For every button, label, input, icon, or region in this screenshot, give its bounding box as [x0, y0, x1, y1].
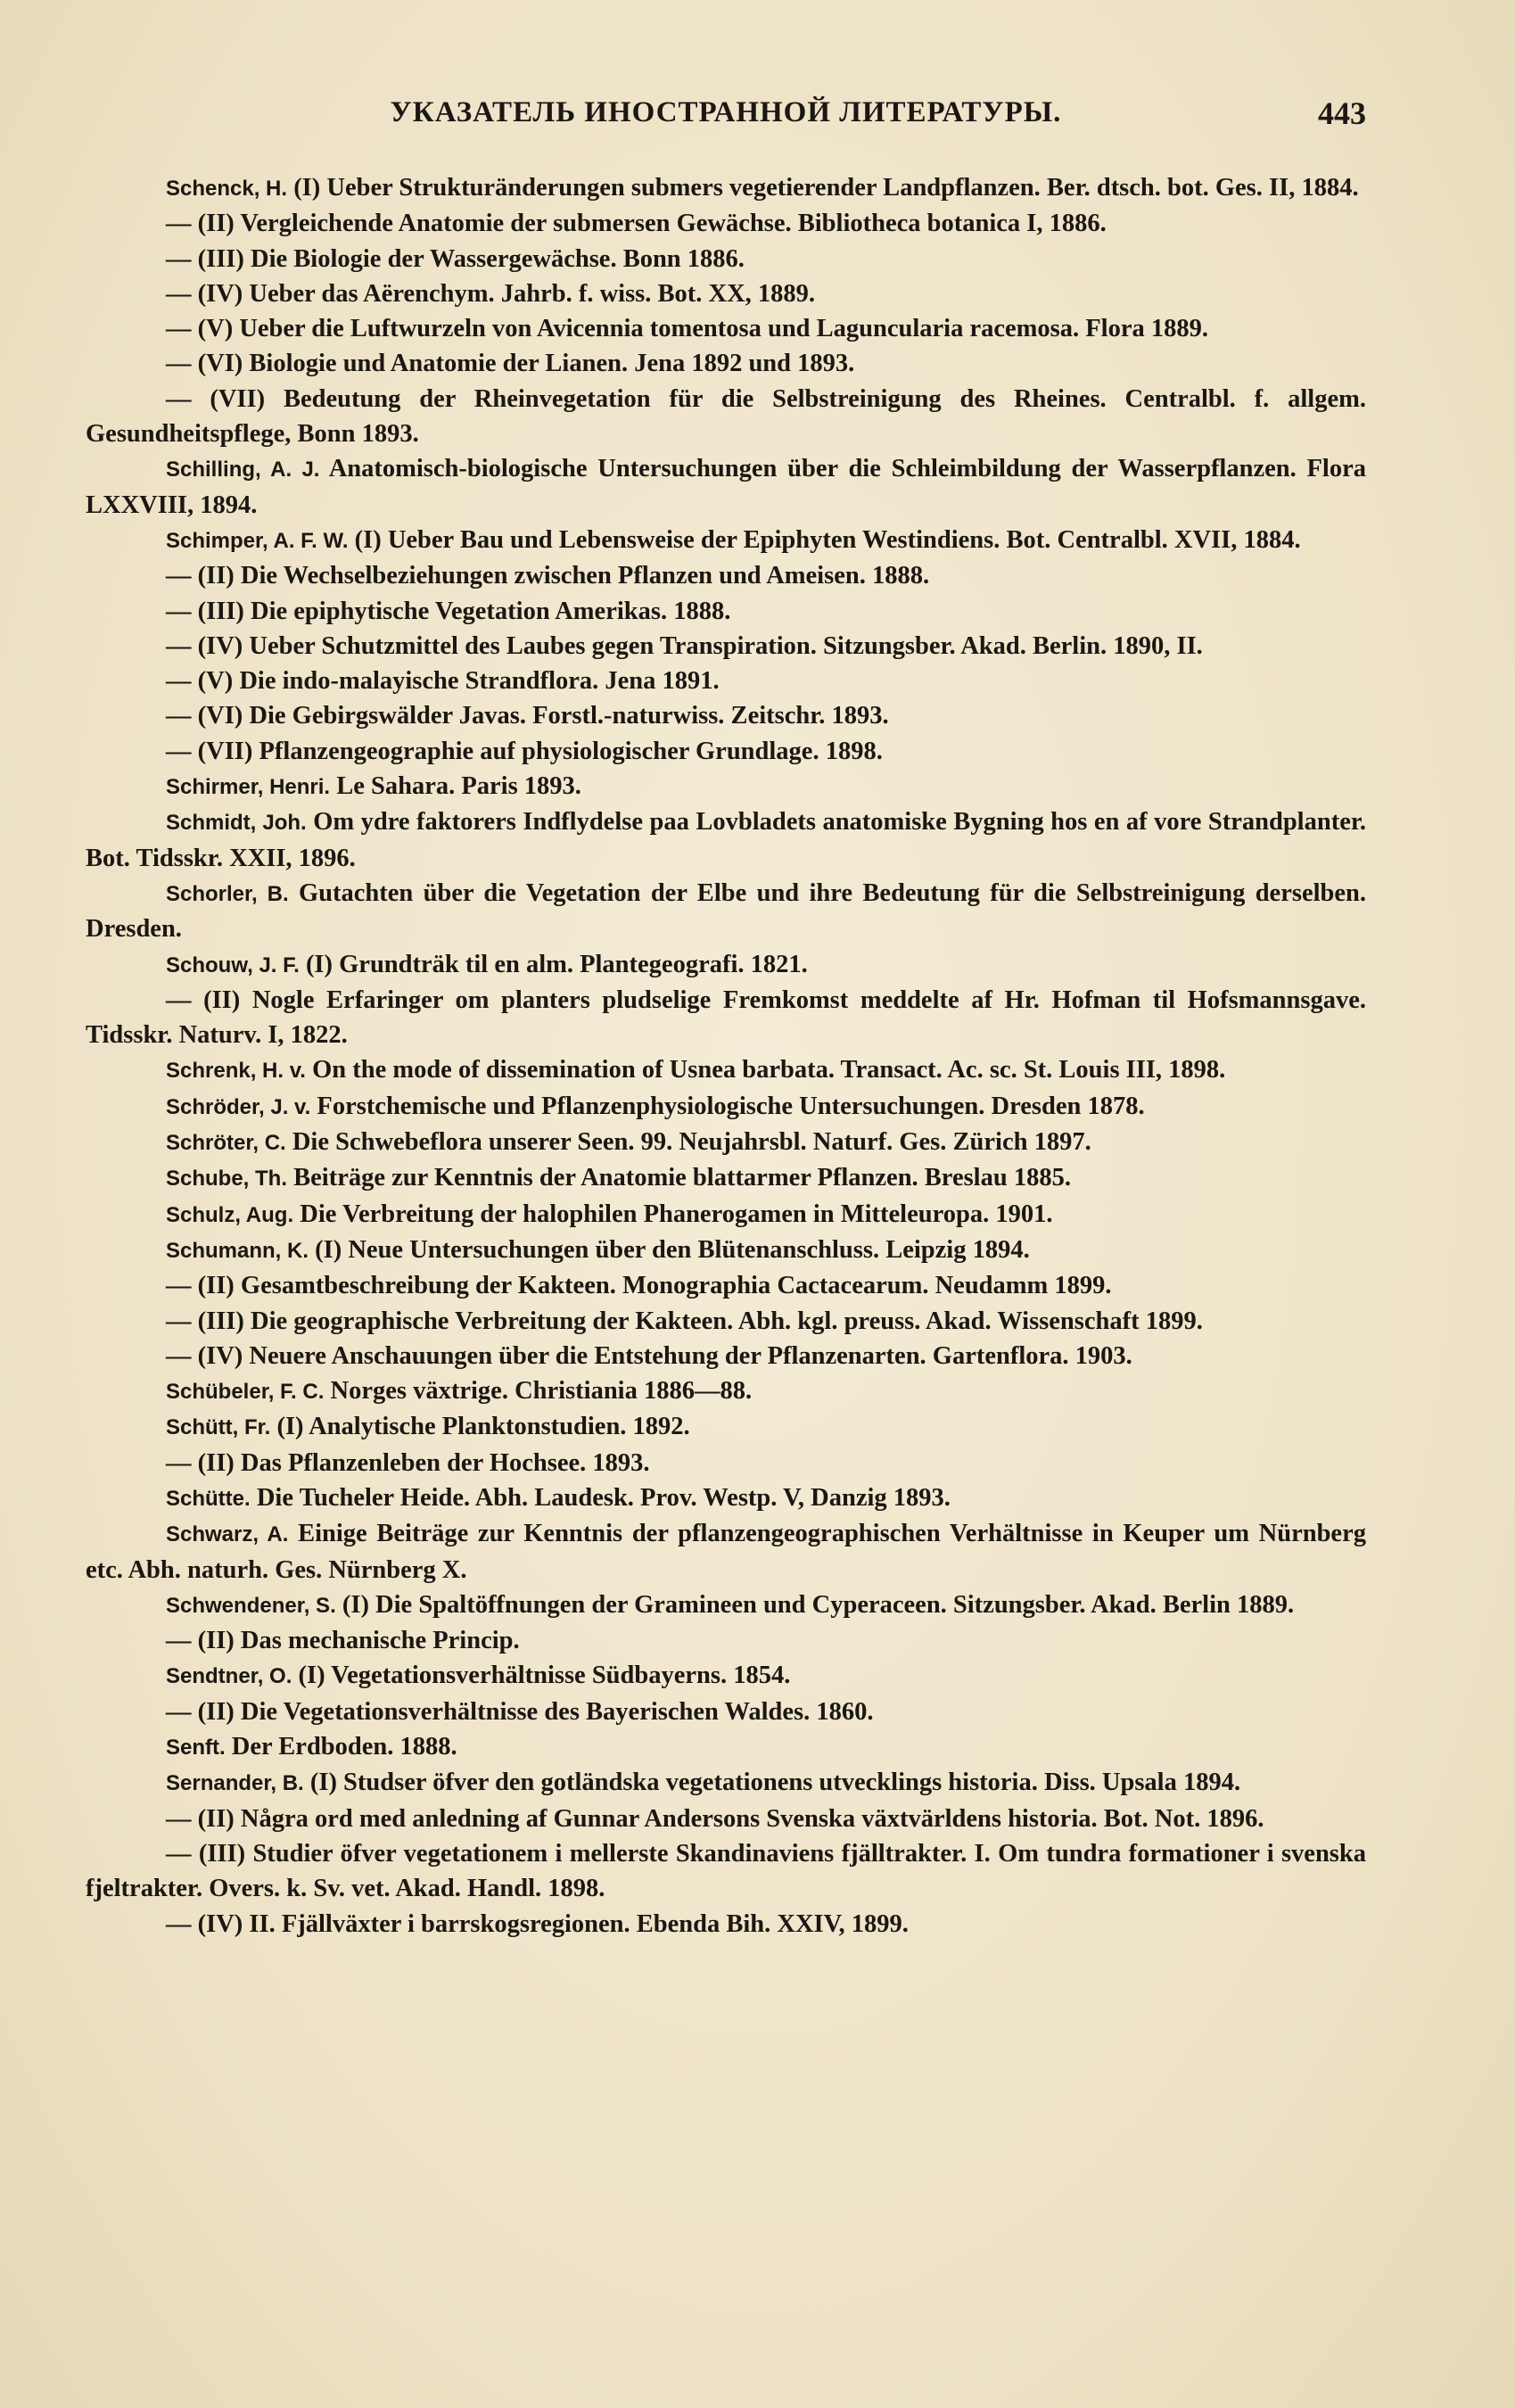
bibliography-entry — [86, 276, 1366, 311]
bibliography-entry — [86, 983, 1366, 1053]
bibliography-entry — [86, 346, 1366, 381]
entry-text: (I) Neue Untersuchungen über den Blütenanschluss. Leipzig 1894. — [309, 1235, 1030, 1264]
bibliography-entry — [86, 1446, 1366, 1480]
entry-author: Schulz, Aug. — [166, 1202, 294, 1227]
entry-text: (I) Ueber Strukturänderungen submers vegetierender Landpflanzen. Ber. dtsch. bot. Ges. II, 1884. — [287, 174, 1359, 202]
entry-text: (I) Grundträk til en alm. Plantegeografi. 1821. — [299, 950, 808, 978]
entry-author: Schwarz, A. — [166, 1522, 289, 1547]
page-number: 443 — [1318, 95, 1366, 131]
entry-text: — (II) Das Pflanzenleben der Hochsee. 1893. — [166, 1448, 650, 1477]
entry-text: Die Tucheler Heide. Abh. Laudesk. Prov. Westp. V, Danzig 1893. — [250, 1483, 951, 1512]
bibliography-entry — [86, 947, 1366, 983]
entry-text: — (II) Die Vegetationsverhältnisse des Bayerischen Waldes. 1860. — [166, 1697, 874, 1726]
entry-author: Schouw, J. F. — [166, 952, 300, 977]
entry-text: — (V) Ueber die Luftwurzeln von Avicennia tomentosa und Laguncularia racemosa. Flora 1889. — [166, 315, 1208, 343]
bibliography-entry — [86, 1125, 1366, 1160]
entry-author: Schröter, C. — [166, 1131, 286, 1156]
bibliography-entry — [86, 1836, 1366, 1907]
entry-text: — (IV) Neuere Anschauungen über die Entstehung der Pflanzenarten. Gartenflora. 1903. — [166, 1341, 1132, 1370]
entry-text: — (VI) Biologie und Anatomie der Lianen. Jena 1892 und 1893. — [166, 350, 855, 378]
bibliography-entry — [86, 1233, 1366, 1268]
entry-text: (I) Analytische Planktonstudien. 1892. — [270, 1413, 690, 1441]
entry-author: Schrenk, H. v. — [166, 1059, 306, 1084]
bibliography-entry — [86, 1802, 1366, 1836]
bibliography-entry — [86, 1907, 1366, 1942]
bibliography-entry — [86, 1587, 1366, 1623]
entry-author: Schube, Th. — [166, 1167, 288, 1192]
running-title: УКАЗАТЕЛЬ ИНОСТРАННОЙ ЛИТЕРАТУРЫ. — [390, 96, 1062, 128]
entry-text: (I) Studser öfver den gotländska vegetationens utvecklings historia. Diss. Upsala 1894. — [303, 1769, 1241, 1797]
entry-text: Anatomisch-biologische Untersuchungen über die Schleimbildung der Wasserpflanzen. Flora LXXVIII, 1894. — [86, 455, 1366, 519]
entry-text: Beiträge zur Kenntnis der Anatomie blattarmer Pflanzen. Breslau 1885. — [287, 1164, 1071, 1192]
entry-text: Norges växtrige. Christiania 1886—88. — [324, 1377, 753, 1406]
bibliography-entry — [86, 664, 1366, 698]
bibliography-entry — [86, 558, 1366, 593]
bibliography-entry — [86, 1516, 1366, 1587]
bibliography-entry — [86, 451, 1366, 523]
bibliography-entry — [86, 1197, 1366, 1233]
entry-text: Gutachten über die Vegetation der Elbe und ihre Bedeutung für die Selbstreinigung derselben. Dresden. — [86, 878, 1366, 944]
entry-text: — (III) Die epiphytische Vegetation Amerikas. 1888. — [166, 597, 731, 625]
entry-text: — (II) Nogle Erfaringer om planters pludselige Fremkomst meddelte af Hr. Hofman til Hofsmannsgave. Tidsskr. Naturv. I, 1822. — [86, 985, 1366, 1050]
entry-author: Schirmer, Henri. — [166, 775, 331, 800]
bibliography-entry — [86, 769, 1366, 804]
entry-text: Die Schwebeflora unserer Seen. 99. Neujahrsbl. Naturf. Ges. Zürich 1897. — [285, 1128, 1091, 1157]
bibliography-entry — [86, 242, 1366, 276]
entry-author: Senft. — [166, 1736, 226, 1761]
entry-author: Schütte. — [166, 1486, 251, 1511]
entry-author: Schmidt, Joh. — [166, 811, 307, 836]
entry-text: (I) Die Spaltöffnungen der Gramineen und Cyperaceen. Sitzungsber. Akad. Berlin 1889. — [335, 1590, 1295, 1619]
entry-text: Le Sahara. Paris 1893. — [330, 772, 581, 801]
bibliography-entry — [86, 1695, 1366, 1729]
bibliography-entry — [86, 1268, 1366, 1303]
bibliography-entry — [86, 206, 1366, 241]
bibliography-entry — [86, 1089, 1366, 1125]
entry-text: — (IV) II. Fjällväxter i barrskogsregionen. Ebenda Bih. XXIV, 1899. — [166, 1909, 909, 1938]
entry-text: — (II) Vergleichende Anatomie der submersen Gewächse. Bibliotheca botanica I, 1886. — [166, 210, 1107, 238]
entry-text: (I) Vegetationsverhältnisse Südbayerns. 1854. — [292, 1662, 791, 1690]
entry-text: — (IV) Ueber Schutzmittel des Laubes gegen Transpiration. Sitzungsber. Akad. Berlin. 1890, II. — [166, 631, 1203, 660]
entry-text: — (V) Die indo-malayische Strandflora. Jena 1891. — [166, 667, 720, 696]
entry-text: — (III) Studier öfver vegetationem i mellerste Skandinaviens fjälltrakter. I. Om tundra formationer i svenska fjeltrakter. Overs. k. Sv. vet. Akad. Handl. 1898. — [86, 1839, 1366, 1903]
bibliography-entry — [86, 382, 1366, 452]
entry-author: Schilling, A. J. — [166, 458, 320, 482]
bibliography-entry — [86, 1765, 1366, 1801]
bibliography-entry — [86, 1304, 1366, 1339]
entry-text: — (II) Die Wechselbeziehungen zwischen Pflanzen und Ameisen. 1888. — [166, 562, 930, 590]
bibliography-entry — [86, 523, 1366, 558]
entry-author: Schenck, H. — [166, 177, 288, 201]
bibliography-entry — [86, 1729, 1366, 1765]
entry-text: — (III) Die geographische Verbreitung der Kakteen. Abh. kgl. preuss. Akad. Wissenschaft 1899. — [166, 1307, 1203, 1335]
bibliography-entry — [86, 1373, 1366, 1409]
entry-author: Schumann, K. — [166, 1238, 309, 1263]
bibliography-entry — [86, 311, 1366, 346]
entry-text: Om ydre faktorers Indflydelse paa Lovbladets anatomiske Bygning hos en af vore Strandplanter. Bot. Tidsskr. XXII, 1896. — [86, 808, 1366, 872]
bibliography-entry — [86, 1052, 1366, 1088]
entry-text: Forstchemische und Pflanzenphysiologische Untersuchungen. Dresden 1878. — [310, 1092, 1145, 1120]
bibliography-entry — [86, 629, 1366, 664]
bibliography-entry — [86, 1409, 1366, 1445]
bibliography-entry — [86, 1480, 1366, 1516]
bibliography-entry — [86, 170, 1366, 206]
entry-text: Einige Beiträge zur Kenntnis der pflanzengeographischen Verhältnisse in Keuper um Nürnberg etc. Abh. naturh. Ges. Nürnberg X. — [86, 1520, 1366, 1584]
entry-author: Schimper, A. F. W. — [166, 528, 349, 553]
entry-text: — (III) Die Biologie der Wassergewächse. Bonn 1886. — [166, 244, 745, 273]
entry-text: — (II) Några ord med anledning af Gunnar Andersons Svenska växtvärldens historia. Bot. Not. 1896. — [166, 1804, 1264, 1833]
entry-author: Schorler, B. — [166, 881, 289, 906]
entry-author: Schröder, J. v. — [166, 1094, 311, 1119]
bibliography-entry — [86, 1623, 1366, 1658]
entry-author: Sendtner, O. — [166, 1664, 292, 1689]
page-header — [86, 89, 1366, 143]
entry-text: (I) Ueber Bau und Lebensweise der Epiphyten Westindiens. Bot. Centralbl. XVII, 1884. — [348, 525, 1301, 554]
entry-text: Die Verbreitung der halophilen Phanerogamen in Mitteleuropa. 1901. — [293, 1200, 1053, 1228]
entry-text: Der Erdboden. 1888. — [225, 1733, 457, 1761]
bibliography-entry — [86, 698, 1366, 733]
entry-text: — (VII) Pflanzengeographie auf physiologischer Grundlage. 1898. — [166, 737, 883, 765]
entry-author: Schübeler, F. C. — [166, 1380, 325, 1405]
bibliography-entry — [86, 1339, 1366, 1373]
entry-text: — (VII) Bedeutung der Rheinvegetation für die Selbstreinigung des Rheines. Centralbl. f. allgem. Gesundheitspflege, Bonn 1893. — [86, 384, 1366, 449]
entry-text: — (II) Das mechanische Princip. — [166, 1627, 520, 1655]
bibliography-entry — [86, 1160, 1366, 1196]
entry-author: Schütt, Fr. — [166, 1415, 271, 1440]
entry-text: On the mode of dissemination of Usnea barbata. Transact. Ac. sc. St. Louis III, 1898. — [305, 1056, 1226, 1084]
entry-author: Schwendener, S. — [166, 1593, 336, 1618]
bibliography-list — [86, 170, 1366, 1942]
bibliography-entry — [86, 1658, 1366, 1694]
bibliography-entry — [86, 734, 1366, 769]
bibliography-entry — [86, 876, 1366, 947]
bibliography-entry — [86, 804, 1366, 876]
entry-author: Sernander, B. — [166, 1771, 304, 1796]
entry-text: — (VI) Die Gebirgswälder Javas. Forstl.-naturwiss. Zeitschr. 1893. — [166, 702, 889, 730]
bibliography-entry — [86, 594, 1366, 629]
entry-text: — (II) Gesamtbeschreibung der Kakteen. Monographia Cactacearum. Neudamm 1899. — [166, 1272, 1112, 1300]
entry-text: — (IV) Ueber das Aërenchym. Jahrb. f. wiss. Bot. XX, 1889. — [166, 279, 816, 308]
